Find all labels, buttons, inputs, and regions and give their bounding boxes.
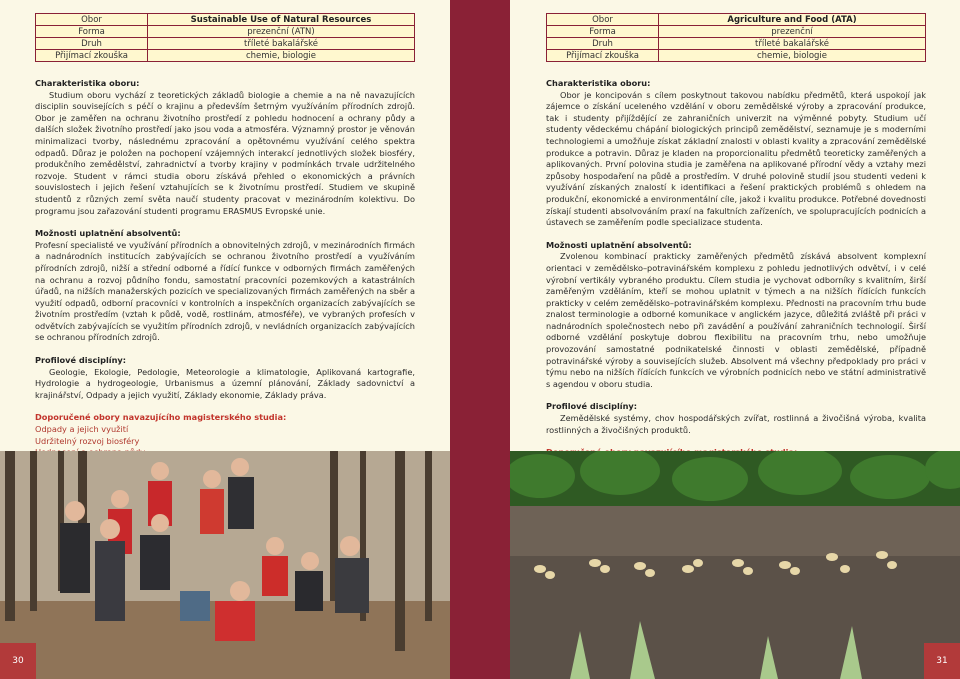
left-page [0, 0, 450, 679]
label-druh: Druh [547, 38, 659, 50]
careers-text: Zvolenou kombinací prakticky zaměřených předmětů získává absolvent komplexní orientaci v zemědělsko–potravinářském komplexu z pohledu jednotlivých odvětví, i v celé výrobní vertikály vybraného produktu. Cílem studia je vychovat odborníky s kvalitním, širší zaměřeným vzděláním, kteří se mohou uplatnit v týmech a na nižších řídících funkcích prakticky v celém zemědělsko–potravinářském komplexu. Přednosti na pracovním trhu bude znalost terminologie a odborné komunikace v anglickém jazyce, důležitá zvláště při práci v nadnárodních společnostech nebo při zavádění a používání zahraničních technologií. Širší odborné vzdělání poskytuje dobrou flexibilitu na pracovním trhu, nebo umožňuje provozování samostatné podnikatelské činnosti v oblasti zemědělské, případně potravinářské výroby a souvisejících služeb. Absolvent má všechny předpoklady pro práci v týmu nebo na nižších řídících funkcích ve výrobních podnicích nebo ve státní administrativě s agendou v oboru studia. [546, 251, 926, 389]
disciplines-text: Geologie, Ekologie, Pedologie, Meteorologie a klimatologie, Aplikovaná kartografie, Hydrologie a hydrogeologie, Urbanismus a územní plánování, Základy sadovnictví a krajinářství, Odpady a jejich využití, Základy ekonomie, Základy práva. [35, 366, 415, 400]
study-info-table [35, 13, 415, 62]
disciplines-text: Zemědělské systémy, chov hospodářských zvířat, rostlinná a živočišná výroba, kvalita rostlinných a živočišných produktů. [546, 413, 926, 435]
label-forma: Forma [547, 26, 659, 38]
section-heading: Charakteristika oboru: [546, 78, 651, 88]
study-info-table [546, 13, 926, 62]
section-heading: Možnosti uplatnění absolventů: [546, 239, 692, 250]
characteristics-text: Studium oboru vychází z teoretických základů biologie a chemie a na ně navazujících disciplin souvisejících s péčí o krajinu a především šetrným využíváním přírodních zdrojů. Obor je zaměřen na ochranu životního prostředí z pohledu hodnocení a ochrany půdy a dalších složek životního prostředí jako jsou voda a atmosféra. Významný prostor je věnován minimalizaci tvorby, následnému zpracování a opětovnému využívání celého spektra odpadů. Důraz je položen na pochopení vzájemných interakcí jednotlivých složek biosféry, produkčního zemědělství, zahradnictví a tvorby krajiny v podmínkách trvale udržitelného rozvoje. Student v rámci studia oboru získává přehled o ekonomických a právních souvislostech i jejich řešení vztahujících se k životnímu prostředí. Studiem ve skupině studentů z různých zemí světa naučí studenty pracovat v mezinárodním kolektivu. Do programu jsou zařazování studenti programu ERASMUS Evropské unie. [35, 89, 415, 216]
recommended-item[interactable]: Udržitelný rozvoj biosféry [35, 435, 140, 446]
right-page [510, 0, 960, 679]
label-obor: Obor [547, 14, 659, 26]
programme-title: Sustainable Use of Natural Resources [148, 14, 415, 26]
section-heading: Profilové disciplíny: [35, 355, 127, 366]
value-exam: chemie, biologie [148, 50, 415, 62]
recommended-heading: Doporučené obory navazujícího magisterského studia: [35, 412, 287, 423]
potatoes-on-soil-photo [510, 451, 960, 679]
section-heading: Profilové disciplíny: [546, 401, 638, 412]
section-heading: Charakteristika oboru: [35, 78, 140, 88]
label-exam: Přijímací zkouška [36, 50, 148, 62]
text-column [35, 78, 415, 470]
value-exam: chemie, biologie [659, 50, 926, 62]
value-forma: prezenční [659, 26, 926, 38]
value-druh: tříleté bakalářské [659, 38, 926, 50]
label-forma: Forma [36, 26, 148, 38]
recommended-item[interactable]: Odpady a jejich využití [35, 424, 129, 435]
programme-title: Agriculture and Food (ATA) [659, 14, 926, 26]
page-number: 31 [924, 643, 960, 679]
careers-text: Profesní specialisté ve využívání přírodních a obnovitelných zdrojů, v mezinárodních firmách a nadnárodních institucích zabývajících se ochranou životního prostředí a využíváním přírodních zdrojů, nižší a střední odborné a řídící funkce v odborných firmách zaměřených na ochranu a rozvoj půdního fondu, samostatní pracovníci pozemkových a katastrálních úřadů, na nižších manažerských pozicích ve specializovaných firmách zaměřených na sběr a využití odpadů, odborní pracovníci v kontrolních a inspekčních organizacích zabývajících se životním prostředím (vztah k půdě, vodě, rostlinám, atmosféře), ve vybraných profesích v odvětvích zabývajících se využitím přírodních zdrojů, v nevládních organizacích zabývajících se ochranou přírodních zdrojů. [35, 239, 415, 343]
spine-band [450, 0, 510, 679]
characteristics-text: Obor je koncipován s cílem poskytnout takovou nabídku předmětů, která uspokojí jak zájemce o získání uceleného vzdělání v oboru zemědělské výroby a zpracování produkce, tak i studenty přijíždějící ze zahraničních univerzit na výměnné pobyty. Studium učí studenty vědeckému chápání biologických principů zemědělství, seznamuje je s moderními technologiemi a umožňuje získat základní znalosti v oblasti kvality a zpracování zemědělské produkce a potravin. Důraz je kladen na proporcionalitu předmětů teoreticky zaměřených a aplikovaných. První polovina studia je zaměřena na aplikované přírodní vědy a vztahy mezi způsoby hospodaření na půdě a prostředím. V druhé polovině studií jsou studenti vedeni k využívání získaných znalostí k identifikaci a řešení praktických problémů s ohledem na produkční, ekonomické a environmentální cíle, jakož i kvalitu produkce. Potřebné dovednosti získají studenti absolvováním praxí na fakultních zařízeních, ve spolupracujících podnicích a ústavech se zaměřením podle specializace studenta. [546, 89, 926, 228]
label-druh: Druh [36, 38, 148, 50]
text-column [546, 78, 926, 482]
section-heading: Možnosti uplatnění absolventů: [35, 228, 181, 239]
label-obor: Obor [36, 14, 148, 26]
value-druh: tříleté bakalářské [148, 38, 415, 50]
students-in-forest-photo [0, 451, 450, 679]
page-number: 30 [0, 643, 36, 679]
value-forma: prezenční (ATN) [148, 26, 415, 38]
label-exam: Přijímací zkouška [547, 50, 659, 62]
